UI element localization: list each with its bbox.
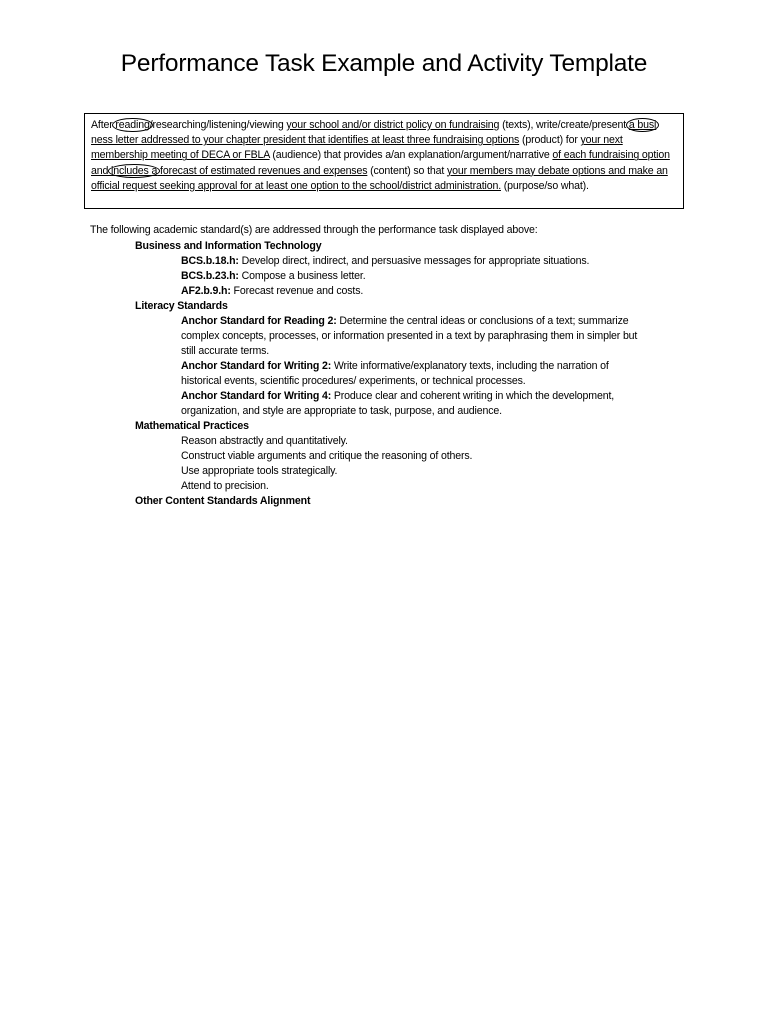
task-text: (product) for (519, 134, 581, 147)
standard-code: BCS.b.18.h: (181, 255, 239, 267)
task-texts: your school and/or district policy on fundraising (286, 119, 500, 131)
category-business: Business and Information Technology (135, 240, 322, 252)
category-literacy: Literacy Standards (135, 300, 228, 312)
circled-word-business: a busi (626, 118, 659, 132)
math-practice-item: Construct viable arguments and critique the reasoning of others. (181, 450, 473, 462)
standard-text-line: complex concepts, processes, or information presented in a text by paraphrasing them in simpler but (181, 330, 638, 342)
task-content: of each fundraising option and (91, 149, 670, 177)
circled-word-reading: reading (112, 118, 152, 132)
standard-code: BCS.b.23.h: (181, 270, 239, 282)
task-text: /researching/listening/viewing (149, 119, 287, 131)
standard-text-line: still accurate terms. (181, 345, 270, 357)
standard-text: Forecast revenue and costs. (230, 285, 364, 297)
circled-word-includes: includes a (108, 164, 160, 178)
page-title: Performance Task Example and Activity Template (120, 50, 648, 77)
standards-intro: The following academic standard(s) are addressed through the performance task displayed above: (90, 224, 538, 236)
task-text: (content) so that (367, 164, 447, 177)
standard-text: Produce clear and coherent writing in which the development, (331, 390, 615, 402)
standard-item (181, 284, 661, 299)
standard-text: Develop direct, indirect, and persuasive messages for appropriate situations. (238, 255, 590, 267)
task-product: ness letter addressed to your chapter president that identifies at least three fundraising options (91, 134, 520, 147)
standard-code: Anchor Standard for Writing 2: (181, 360, 332, 372)
category-other: Other Content Standards Alignment (135, 495, 311, 507)
performance-task-box (84, 113, 684, 209)
standard-text: Determine the central ideas or conclusions of a text; summarize (336, 315, 629, 327)
standard-text-line: historical events, scientific procedures/ experiments, or technical processes. (181, 375, 526, 387)
standard-item (181, 269, 661, 284)
math-practice-item: Reason abstractly and quantitatively. (181, 435, 348, 447)
standard-text: Write informative/explanatory texts, including the narration of (331, 360, 609, 372)
math-practice-item: Use appropriate tools strategically. (181, 465, 338, 477)
task-text: (texts), write/create/present (499, 119, 629, 131)
task-text: (audience) that provides a/an explanation/argument/narrative (269, 149, 553, 162)
standard-item (181, 254, 661, 269)
task-text: After (91, 119, 116, 131)
standard-code: Anchor Standard for Writing 4: (181, 390, 332, 402)
standard-text: Compose a business letter. (238, 270, 366, 282)
standard-item (181, 359, 661, 374)
standard-code: Anchor Standard for Reading 2: (181, 315, 337, 327)
task-purpose: your members may debate options and make an official request seeking approval for at least one option to the school/district administration. (91, 164, 668, 192)
standard-item (181, 389, 661, 404)
math-practice-item: Attend to precision. (181, 480, 269, 492)
task-text: (purpose/so what). (500, 179, 589, 192)
standard-item (181, 314, 661, 329)
standard-text-line: organization, and style are appropriate to task, purpose, and audience. (181, 405, 502, 417)
category-math: Mathematical Practices (135, 420, 249, 432)
task-content-forecast: forecast of estimated revenues and expenses (157, 164, 368, 177)
task-audience: your next membership meeting of DECA or FBLA (91, 134, 623, 162)
standard-code: AF2.b.9.h: (181, 285, 231, 297)
